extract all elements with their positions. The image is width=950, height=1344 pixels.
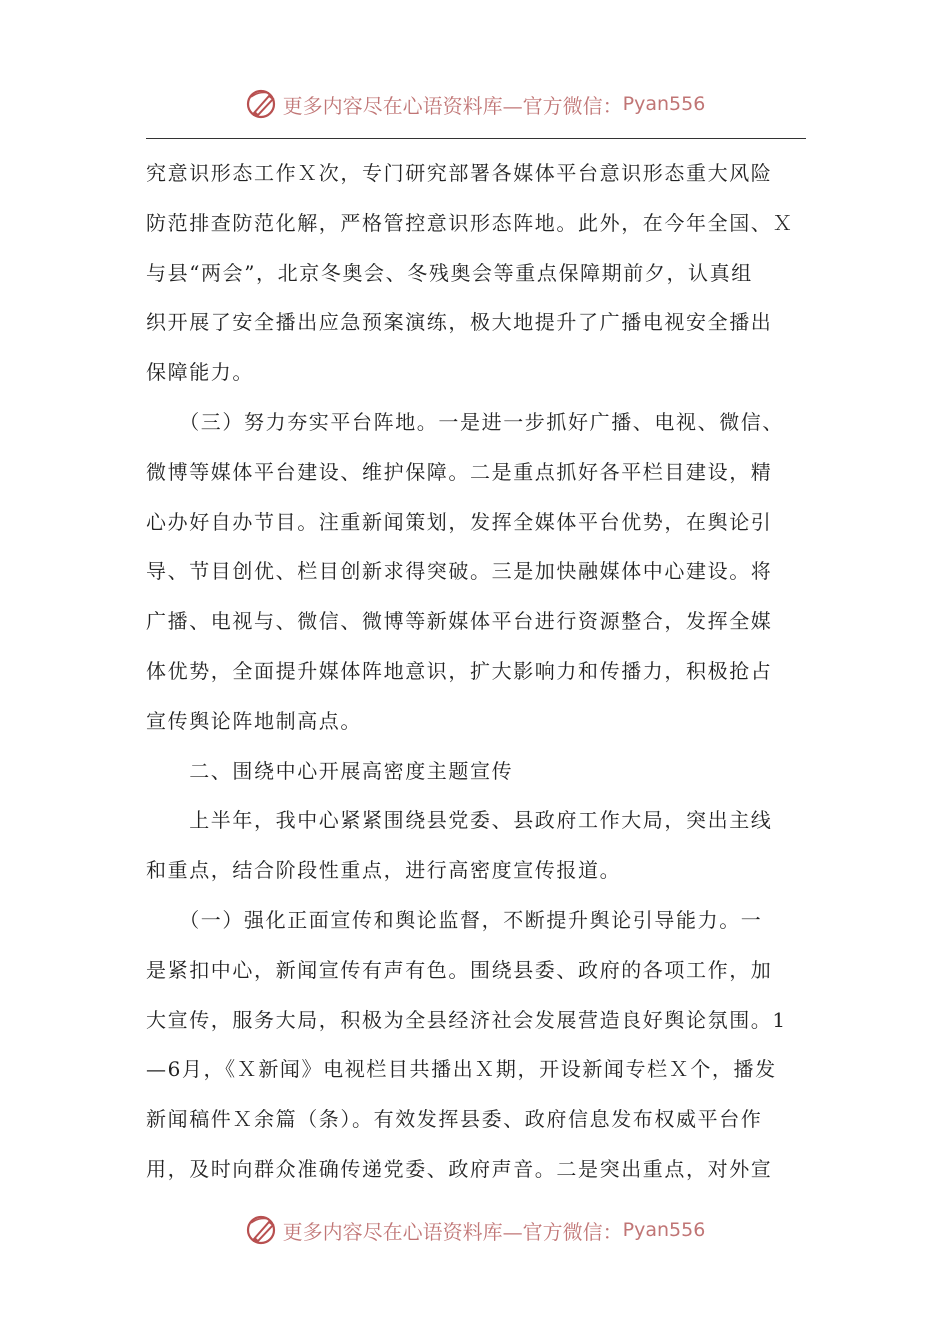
text-line: 体优势，全面提升媒体阵地意识，扩大影响力和传播力，积极抢占 [146,658,773,683]
text-line: 保障能力。 [146,360,254,385]
banner-text: 更多内容尽在心语资料库—官方微信： [282,1219,623,1244]
banner-text: 更多内容尽在心语资料库—官方微信： [282,93,623,118]
pen-logo-icon [245,87,279,121]
text-line: 新闻稿件Ｘ余篇（条）。有效发挥县委、政府信息发布权威平台作 [146,1107,763,1132]
banner-handle: Pyan556 [622,93,706,115]
text-line: 防范排查防范化解，严格管控意识形态阵地。此外，在今年全国、Ｘ [146,210,794,235]
footer-banner [0,1212,950,1248]
text-line: 导、节目创优、栏目创新求得突破。三是加快融媒体中心建设。将 [146,559,773,584]
text-line: 究意识形态工作Ｘ次，专门研究部署各媒体平台意识形态重大风险 [146,161,773,185]
text-line: 宣传舆论阵地制高点。 [146,708,362,733]
text-line: 用，及时向群众准确传递党委、政府声音。二是突出重点，对外宣 [146,1156,773,1181]
banner-handle: Pyan556 [622,1219,706,1241]
document-body [146,149,806,1195]
text-line: （一）强化正面宣传和舆论监督，不断提升舆论引导能力。一 [146,907,763,932]
text-line: 大宣传，服务大局，积极为全县经济社会发展营造良好舆论氛围。1 [146,1007,787,1032]
pen-logo-icon [245,1213,279,1247]
text-line: 和重点，结合阶段性重点，进行高密度宣传报道。 [146,858,622,883]
header-rule [146,138,806,139]
text-line: 心办好自办节目。注重新闻策划，发挥全媒体平台优势，在舆论引 [146,509,773,534]
text-line: 上半年，我中心紧紧围绕县党委、县政府工作大局，突出主线 [146,808,773,833]
text-line: 织开展了安全播出应急预案演练，极大地提升了广播电视安全播出 [146,310,773,335]
text-line: 微博等媒体平台建设、维护保障。二是重点抓好各平栏目建设，精 [146,459,773,484]
text-line: （三）努力夯实平台阵地。一是进一步抓好广播、电视、微信、 [146,409,784,434]
text-line: 二、围绕中心开展高密度主题宣传 [146,758,514,783]
text-line: 广播、电视与、微信、微博等新媒体平台进行资源整合，发挥全媒 [146,609,773,634]
header-banner [0,86,950,122]
text-line: 与县“两会”，北京冬奥会、冬残奥会等重点保障期前夕，认真组 [146,260,753,285]
text-line: 是紧扣中心，新闻宣传有声有色。围绕县委、政府的各项工作，加 [146,957,773,982]
text-line: —6月，《Ｘ新闻》电视栏目共播出Ｘ期，开设新闻专栏Ｘ个，播发 [146,1057,777,1082]
